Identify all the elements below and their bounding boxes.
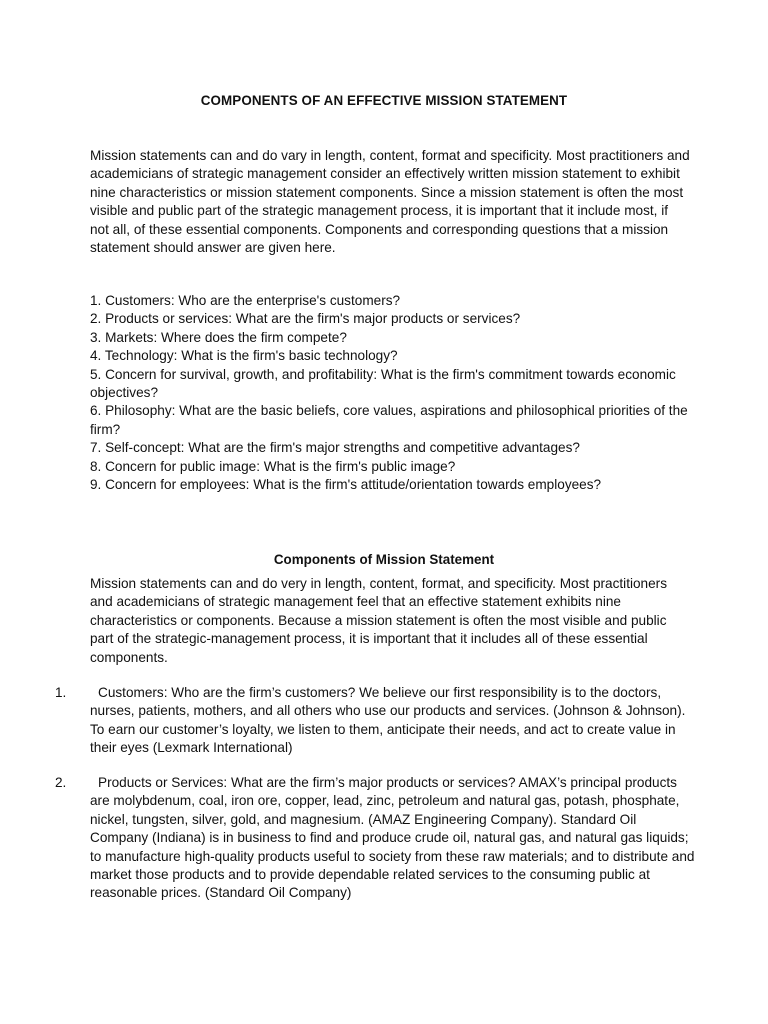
numbered-item	[55, 774, 695, 903]
list-item: 6. Philosophy: What are the basic beliefs, core values, aspirations and philosophical priorities of the firm?	[90, 403, 688, 437]
list-item: 4. Technology: What is the firm's basic technology?	[90, 348, 398, 364]
item-number: 2.	[55, 775, 67, 790]
item-number: 1.	[55, 685, 67, 700]
list-item: 5. Concern for survival, growth, and profitability: What is the firm's commitment towards economic objectives?	[90, 366, 676, 401]
question-list	[90, 292, 690, 494]
list-item: 2. Products or services: What are the firm's major products or services?	[90, 311, 521, 327]
item-text: Customers: Who are the firm’s customers? We believe our first responsibility is to the doctors, nurses, patients, mothers, and all others who use our products and services. (Johnson & Johnson). To earn our customer’s loyalty, we listen to them, anticipate their needs, and act to create value in their eyes (Lexmark International)	[90, 685, 686, 756]
list-item: 9. Concern for employees: What is the firm's attitude/orientation towards employees?	[90, 477, 602, 493]
list-item: 1. Customers: Who are the enterprise's customers?	[90, 293, 401, 308]
list-item: 7. Self-concept: What are the firm's major strengths and competitive advantages?	[90, 440, 580, 456]
section-intro-paragraph: Mission statements can and do very in length, content, format, and specificity. Most practitioners and academicians of strategic management feel that an effective statement exhibits nine characteristics or components. Because a mission statement is often the most visible and public part of the strategic-management process, it is important that it includes all of these essential components.	[90, 576, 667, 665]
page-title: COMPONENTS OF AN EFFECTIVE MISSION STATEMENT	[200, 93, 568, 108]
list-item: 3. Markets: Where does the firm compete?	[90, 329, 347, 345]
list-item: 8. Concern for public image: What is the firm's public image?	[90, 458, 456, 474]
item-text: Products or Services: What are the firm’s major products or services? AMAX’s principal products are molybdenum, coal, iron ore, copper, lead, zinc, petroleum and natural gas, potash, phosphate, nickel, tungsten, silver, gold, and magnesium. (AMAZ Engineering Company). Standard Oil Company (Indiana) is in business to find and produce crude oil, natural gas, and natural gas liquids; to manufacture high-quality products useful to society from these raw materials; and to distribute and market those products and to provide dependable related services to the consuming public at reasonable prices. (Standard Oil Company)	[90, 775, 695, 901]
section-heading: Components of Mission Statement	[273, 552, 495, 567]
numbered-item	[55, 684, 695, 758]
intro-paragraph: Mission statements can and do vary in length, content, format and specificity. Most practitioners and academicians of strategic management consider an effectively written mission statement to exhibit nine characteristics or mission statement components. Since a mission statement is often the most visible and public part of the strategic management process, it is important that it include most, if not all, of these essential components. Components and corresponding questions that a mission statement should answer are given here.	[90, 148, 690, 256]
